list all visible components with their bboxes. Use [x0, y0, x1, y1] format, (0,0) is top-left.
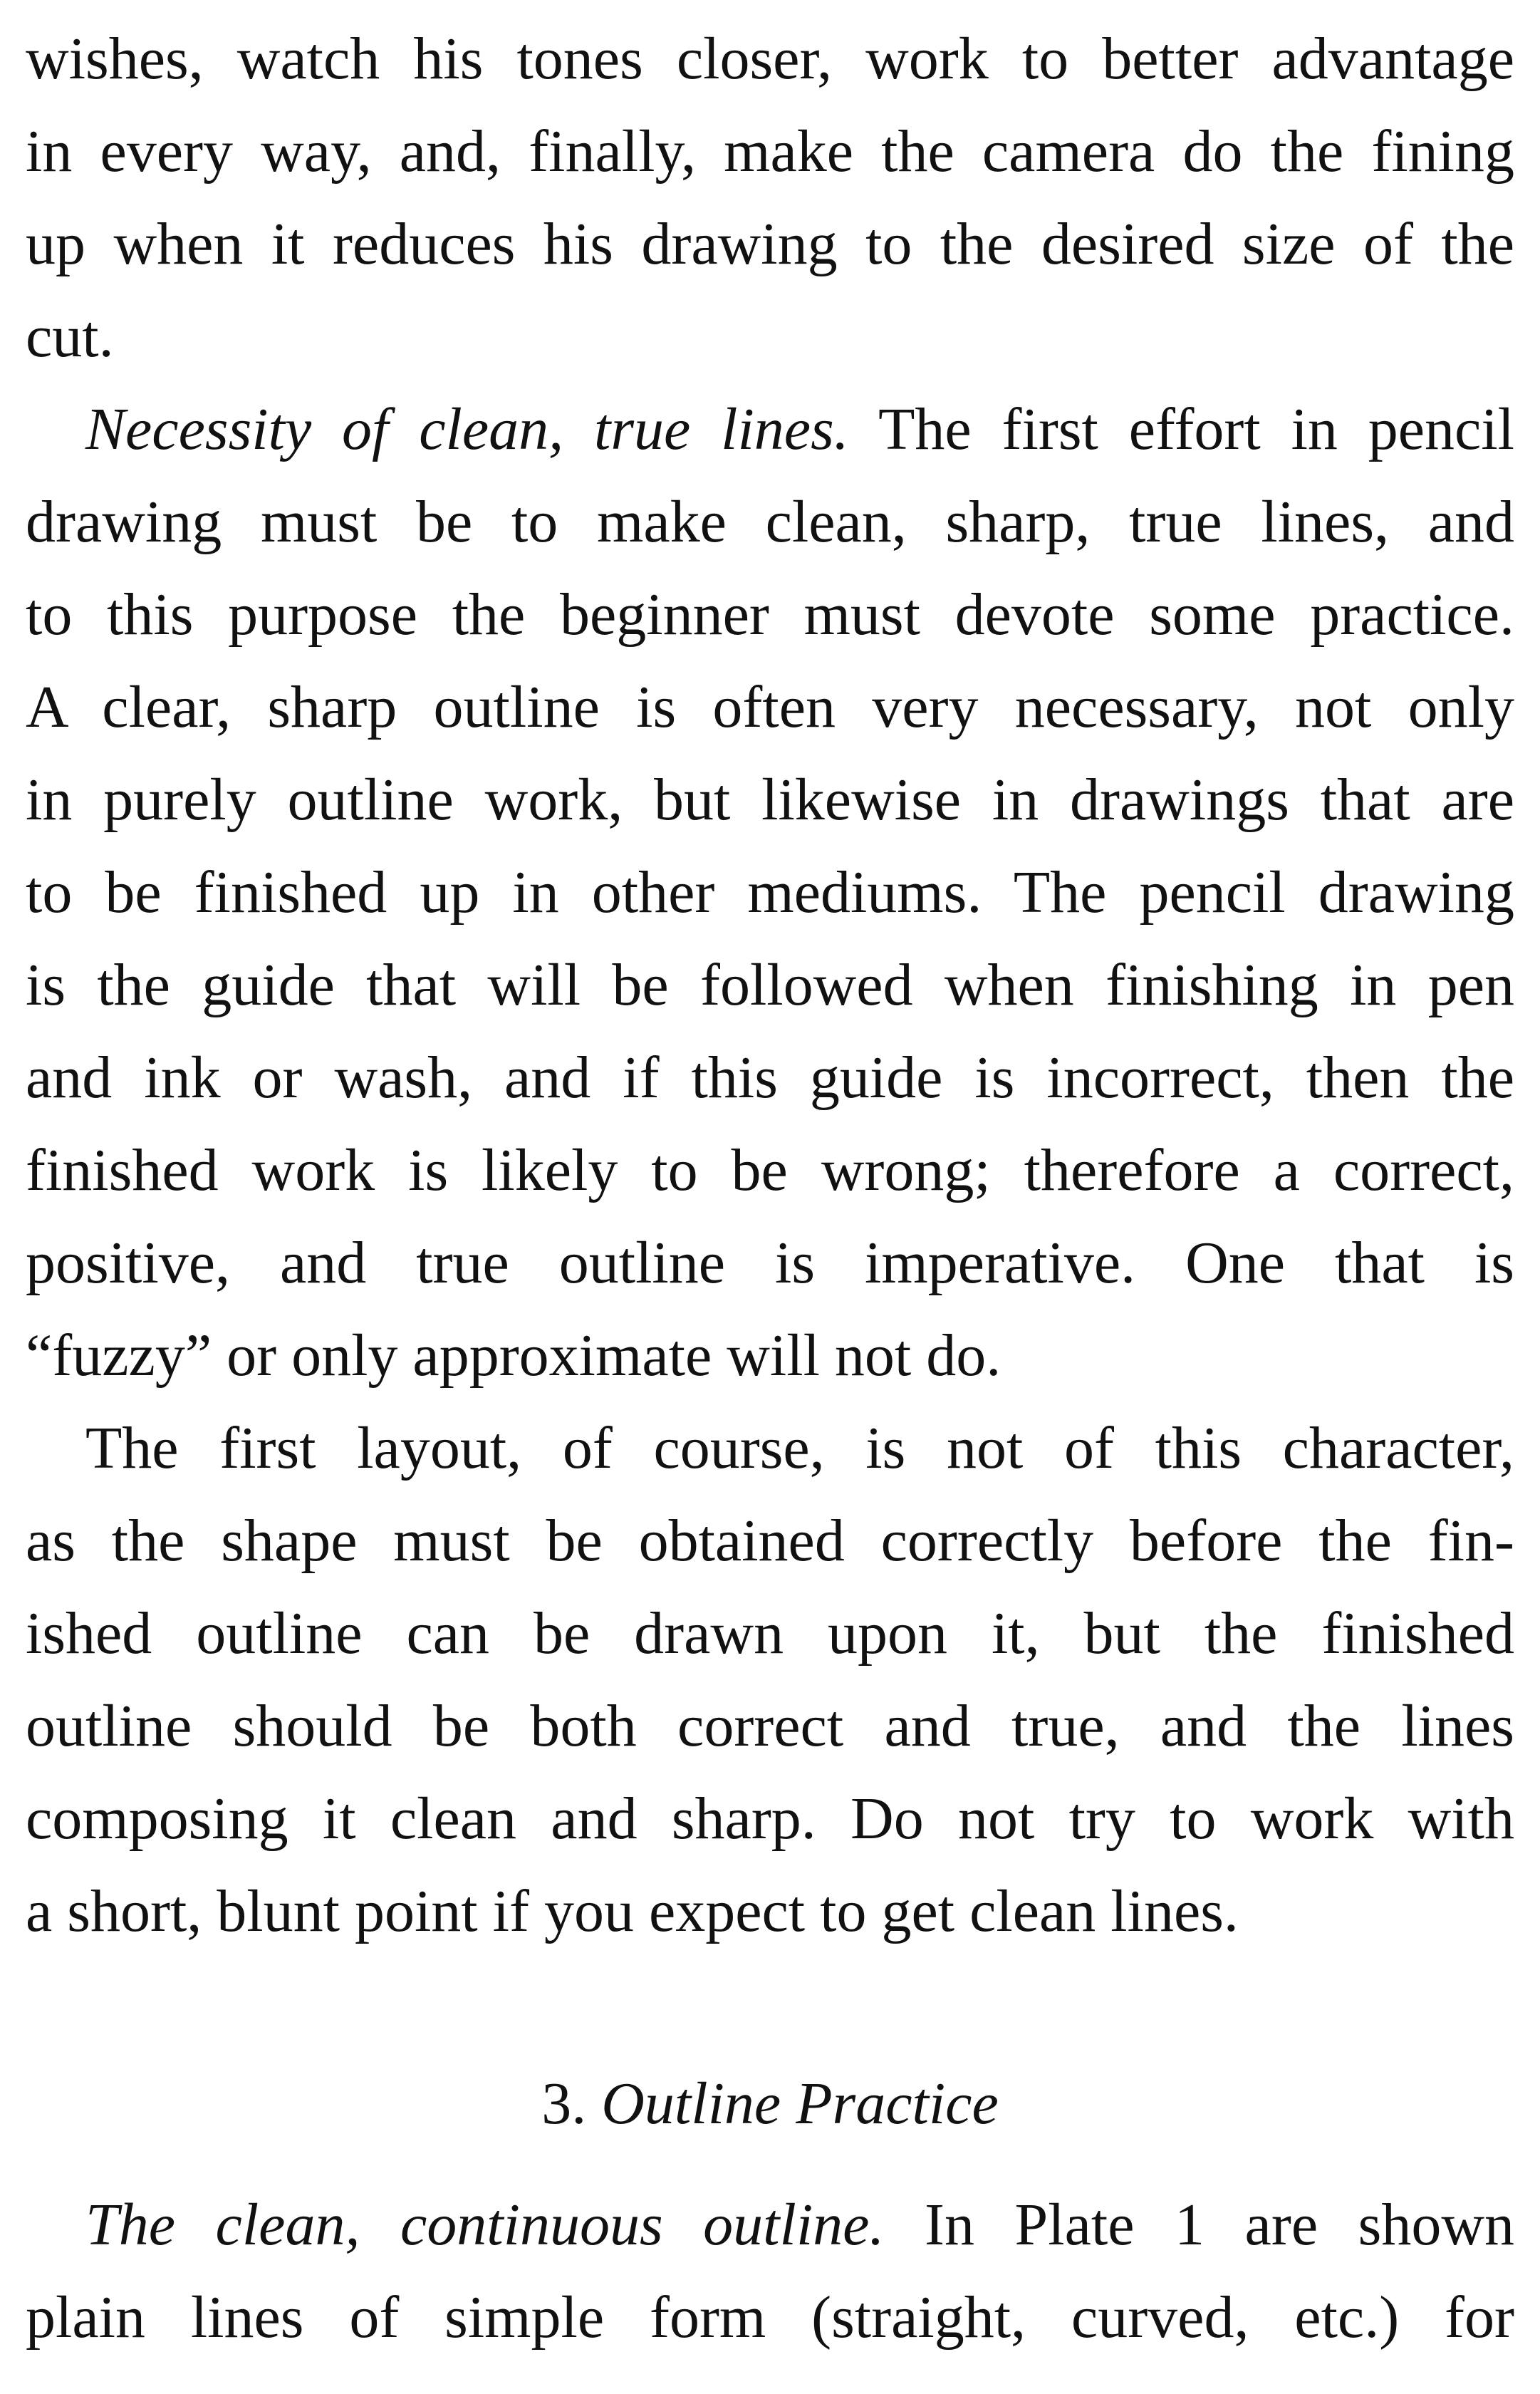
document-page — [26, 0, 1514, 2394]
text-line: composing it clean and sharp. Do not try to work with — [26, 1786, 1514, 1852]
text-line: outline should be both correct and true, and the lines — [26, 1693, 1514, 1759]
section-title: Outline Practice — [601, 2071, 999, 2137]
text-line: “fuzzy” or only approximate will not do. — [26, 1322, 1001, 1389]
text-line: to be finished up in other mediums. The pencil drawing — [26, 859, 1514, 926]
text-line: plain lines of simple form (straight, curved, etc.) for — [26, 2284, 1514, 2351]
text-line: in every way, and, finally, make the camera do the fining — [26, 118, 1514, 185]
text-line: to this purpose the beginner must devote some practice. — [26, 581, 1514, 648]
text-line: is the guide that will be followed when finishing in pen — [26, 952, 1514, 1018]
paragraph-first-line — [26, 2179, 1514, 2271]
text-line: cut. — [26, 304, 114, 370]
text-line: up when it reduces his drawing to the desired size of the — [26, 211, 1514, 277]
paragraph-first-line — [26, 383, 1514, 476]
paragraph-lead-rest: In Plate 1 are shown — [884, 2192, 1514, 2258]
section-number: 3. — [541, 2071, 587, 2137]
text-line: drawing must be to make clean, sharp, true lines, and — [26, 489, 1514, 555]
text-line: in purely outline work, but likewise in drawings that are — [26, 767, 1514, 833]
text-line: as the shape must be obtained correctly before the fin- — [26, 1508, 1514, 1574]
text-line: wishes, watch his tones closer, work to better advantage — [26, 26, 1514, 92]
paragraph-lead-italic: The clean, continuous outline. — [85, 2192, 885, 2258]
section-heading — [26, 2058, 1514, 2150]
text-line: A clear, sharp outline is often very necessary, not only — [26, 674, 1514, 740]
text-line: ished outline can be drawn upon it, but the finished — [26, 1600, 1514, 1667]
text-line: positive, and true outline is imperative. One that is — [26, 1230, 1514, 1296]
paragraph-lead-italic: Necessity of clean, true lines. — [85, 396, 849, 462]
text-line: a short, blunt point if you expect to get clean lines. — [26, 1878, 1239, 1944]
text-line: finished work is likely to be wrong; therefore a correct, — [26, 1137, 1514, 1203]
text-line: and ink or wash, and if this guide is incorrect, then the — [26, 1045, 1514, 1111]
paragraph-lead-rest: The first effort in pencil — [848, 396, 1514, 462]
text-line: The first layout, of course, is not of this character, — [85, 1415, 1514, 1481]
